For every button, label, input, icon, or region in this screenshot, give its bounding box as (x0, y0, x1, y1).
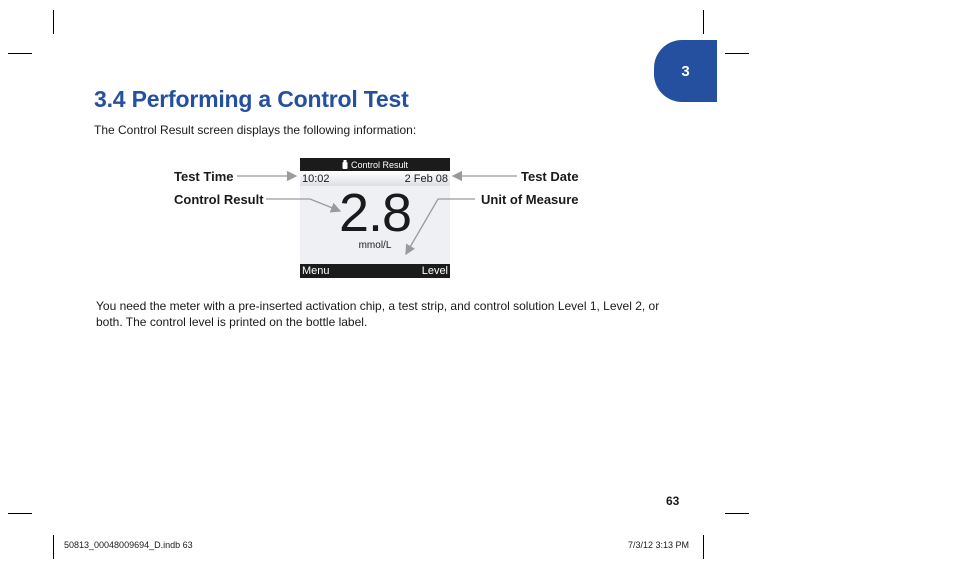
meter-header-label: Control Result (350, 159, 409, 170)
slug-timestamp: 7/3/12 3:13 PM (628, 540, 690, 550)
crop-mark (703, 10, 704, 34)
callout-test-date: Test Date (521, 169, 579, 184)
slug-file: 50813_00048009694_D.indb 63 (64, 540, 193, 550)
crop-mark (725, 53, 749, 54)
meter-level-softkey: Level (421, 265, 448, 277)
meter-result: 2.8 (338, 183, 412, 243)
crop-mark (8, 513, 32, 514)
body-text: You need the meter with a pre-inserted activation chip, a test strip, and control solution Level 1, Level 2, or both. The control level is printed on the bottle label. (96, 299, 660, 329)
crop-mark (53, 10, 54, 34)
page-title: 3.4 Performing a Control Test (94, 86, 409, 112)
meter-menu-softkey: Menu (302, 265, 330, 277)
crop-mark (725, 513, 749, 514)
page-number: 63 (666, 494, 680, 508)
bottle-icon (342, 160, 348, 169)
meter-screen (300, 158, 450, 278)
meter-date: 2 Feb 08 (404, 172, 448, 185)
callout-control-result: Control Result (174, 192, 264, 207)
chapter-tab: 3 (654, 40, 717, 102)
crop-mark (8, 53, 32, 54)
crop-mark (703, 535, 704, 559)
intro-text: The Control Result screen displays the following information: (94, 123, 417, 137)
callout-test-time: Test Time (174, 169, 234, 184)
meter-softkey-bar (300, 264, 450, 278)
meter-unit: mmol/L (358, 240, 392, 251)
callout-unit-of-measure: Unit of Measure (481, 192, 579, 207)
crop-mark (53, 535, 54, 559)
meter-time: 10:02 (302, 172, 330, 185)
meter-header (300, 158, 450, 171)
